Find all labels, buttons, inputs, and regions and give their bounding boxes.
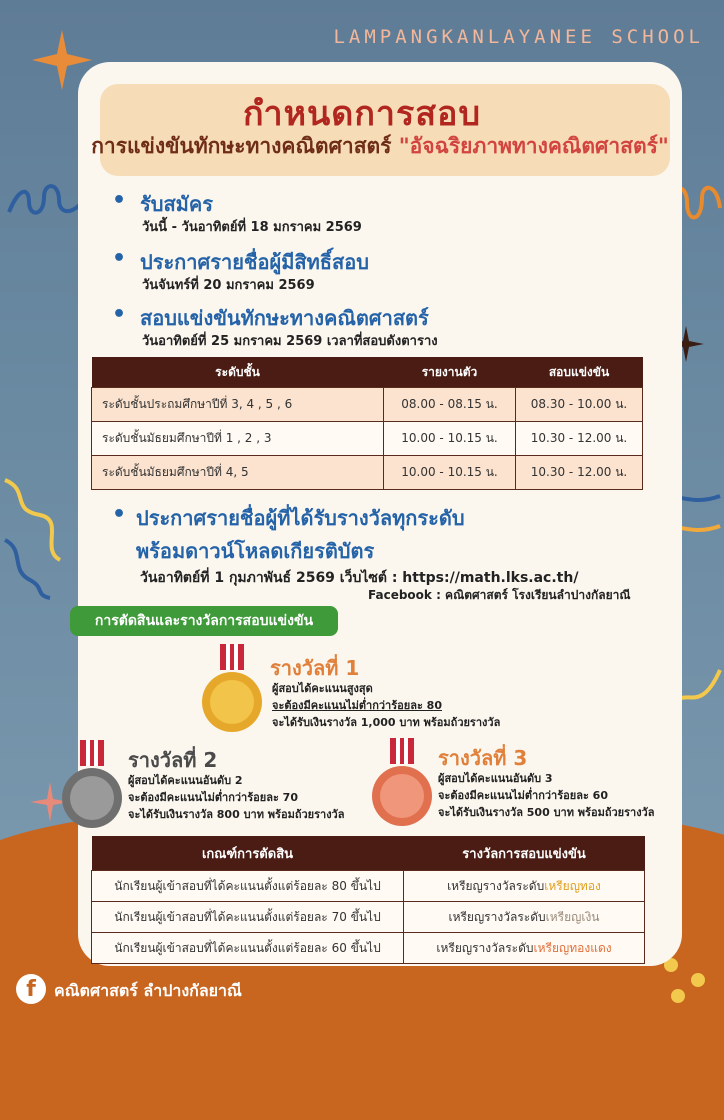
prize-line: จะต้องมีคะแนนไม่ต่ำกว่าร้อยละ 60 [438, 789, 608, 802]
prize-line: จะต้องมีคะแนนไม่ต่ำกว่าร้อยละ 80 [272, 699, 442, 712]
criteria-table [91, 836, 645, 964]
subtitle-accent: "อัจฉริยภาพทางคณิตศาสตร์" [398, 134, 669, 158]
table-cell: ระดับชั้นประถมศึกษาปีที่ 3, 4 , 5 , 6 [92, 388, 384, 422]
table-row [92, 388, 643, 422]
facebook-page-name[interactable]: คณิตศาสตร์ ลำปางกัลยาณี [54, 981, 242, 1000]
page-subtitle [78, 130, 682, 163]
prize-details-1 [272, 680, 500, 731]
facebook-icon[interactable]: f [16, 974, 46, 1004]
judging-label: การตัดสินและรางวัลการสอบแข่งขัน [70, 606, 338, 636]
schedule-header: ระดับชั้น [92, 357, 384, 388]
prize-details-2 [128, 772, 344, 823]
table-row [92, 456, 643, 490]
table-cell: 08.00 - 08.15 น. [384, 388, 516, 422]
prize-title-3: รางวัลที่ 3 [438, 746, 528, 770]
section-heading-exam: สอบแข่งขันทักษะทางคณิตศาสตร์ [140, 306, 429, 330]
section-heading-eligible: ประกาศรายชื่อผู้มีสิทธิ์สอบ [140, 250, 369, 274]
schedule-header: สอบแข่งขัน [516, 357, 643, 388]
table-cell: 08.30 - 10.00 น. [516, 388, 643, 422]
silver-medal-icon [60, 740, 124, 832]
school-name: LAMPANGKANLAYANEE SCHOOL [333, 26, 704, 48]
award-level: เหรียญทองแดง [533, 940, 612, 955]
criteria-award [404, 902, 645, 933]
subtitle-prefix: การแข่งขันทักษะทางคณิตศาสตร์ [91, 134, 392, 158]
announcement-line1: ประกาศรายชื่อผู้ที่ได้รับรางวัลทุกระดับ [136, 506, 465, 530]
table-cell: 10.00 - 10.15 น. [384, 456, 516, 490]
award-level: เหรียญทอง [544, 878, 601, 893]
gold-medal-icon [200, 644, 264, 736]
bronze-medal-icon [370, 738, 434, 830]
schedule-header: รายงานตัว [384, 357, 516, 388]
prize-line: ผู้สอบได้คะแนนสูงสุด [272, 682, 373, 695]
prize-title-1: รางวัลที่ 1 [270, 656, 360, 680]
bullet-icon: • [112, 246, 127, 271]
table-cell: ระดับชั้นมัธยมศึกษาปีที่ 1 , 2 , 3 [92, 422, 384, 456]
prize-title-2: รางวัลที่ 2 [128, 748, 218, 772]
bullet-icon: • [112, 302, 127, 327]
award-level: เหรียญเงิน [545, 909, 600, 924]
prize-details-3 [438, 770, 654, 821]
table-cell: 10.00 - 10.15 น. [384, 422, 516, 456]
criteria-header: เกณฑ์การตัดสิน [92, 836, 404, 871]
table-row [92, 871, 645, 902]
bullet-icon: • [112, 188, 127, 213]
prize-line: จะได้รับเงินรางวัล 800 บาท พร้อมถ้วยรางวัล [128, 808, 345, 821]
announcement-facebook: Facebook : คณิตศาสตร์ โรงเรียนลำปางกัลยาณี [368, 588, 631, 602]
table-row [92, 422, 643, 456]
announcement-line2: พร้อมดาวน์โหลดเกียรติบัตร [136, 539, 375, 563]
award-prefix: เหรียญรางวัลระดับ [447, 878, 545, 893]
award-prefix: เหรียญรางวัลระดับ [448, 909, 546, 924]
page-title: กำหนดการสอบ [242, 94, 482, 134]
section-detail-registration: วันนี้ - วันอาทิตย์ที่ 18 มกราคม 2569 [142, 220, 362, 235]
prize-line: ผู้สอบได้คะแนนอันดับ 3 [438, 772, 553, 785]
criteria-rule: นักเรียนผู้เข้าสอบที่ได้คะแนนตั้งแต่ร้อยละ 70 ขึ้นไป [92, 902, 404, 933]
prize-line: จะได้รับเงินรางวัล 500 บาท พร้อมถ้วยรางวัล [438, 806, 655, 819]
section-heading-registration: รับสมัคร [140, 192, 213, 216]
table-row [92, 933, 645, 964]
criteria-award [404, 871, 645, 902]
table-cell: 10.30 - 12.00 น. [516, 422, 643, 456]
table-row [92, 902, 645, 933]
schedule-table [91, 357, 643, 490]
announcement-date-website: วันอาทิตย์ที่ 1 กุมภาพันธ์ 2569 เว็บไซต์ : https://math.lks.ac.th/ [140, 570, 579, 586]
table-cell: ระดับชั้นมัธยมศึกษาปีที่ 4, 5 [92, 456, 384, 490]
prize-line: ผู้สอบได้คะแนนอันดับ 2 [128, 774, 243, 787]
award-prefix: เหรียญรางวัลระดับ [436, 940, 534, 955]
prize-line: จะต้องมีคะแนนไม่ต่ำกว่าร้อยละ 70 [128, 791, 298, 804]
prize-line: จะได้รับเงินรางวัล 1,000 บาท พร้อมถ้วยรางวัล [272, 716, 501, 729]
bullet-icon: • [112, 502, 127, 527]
section-detail-eligible: วันจันทร์ที่ 20 มกราคม 2569 [142, 278, 315, 293]
criteria-rule: นักเรียนผู้เข้าสอบที่ได้คะแนนตั้งแต่ร้อยละ 80 ขึ้นไป [92, 871, 404, 902]
table-cell: 10.30 - 12.00 น. [516, 456, 643, 490]
section-detail-exam: วันอาทิตย์ที่ 25 มกราคม 2569 เวลาที่สอบดังตาราง [142, 334, 438, 349]
criteria-header: รางวัลการสอบแข่งขัน [404, 836, 645, 871]
criteria-award [404, 933, 645, 964]
criteria-rule: นักเรียนผู้เข้าสอบที่ได้คะแนนตั้งแต่ร้อยละ 60 ขึ้นไป [92, 933, 404, 964]
squiggle-decoration-icon [0, 470, 70, 600]
